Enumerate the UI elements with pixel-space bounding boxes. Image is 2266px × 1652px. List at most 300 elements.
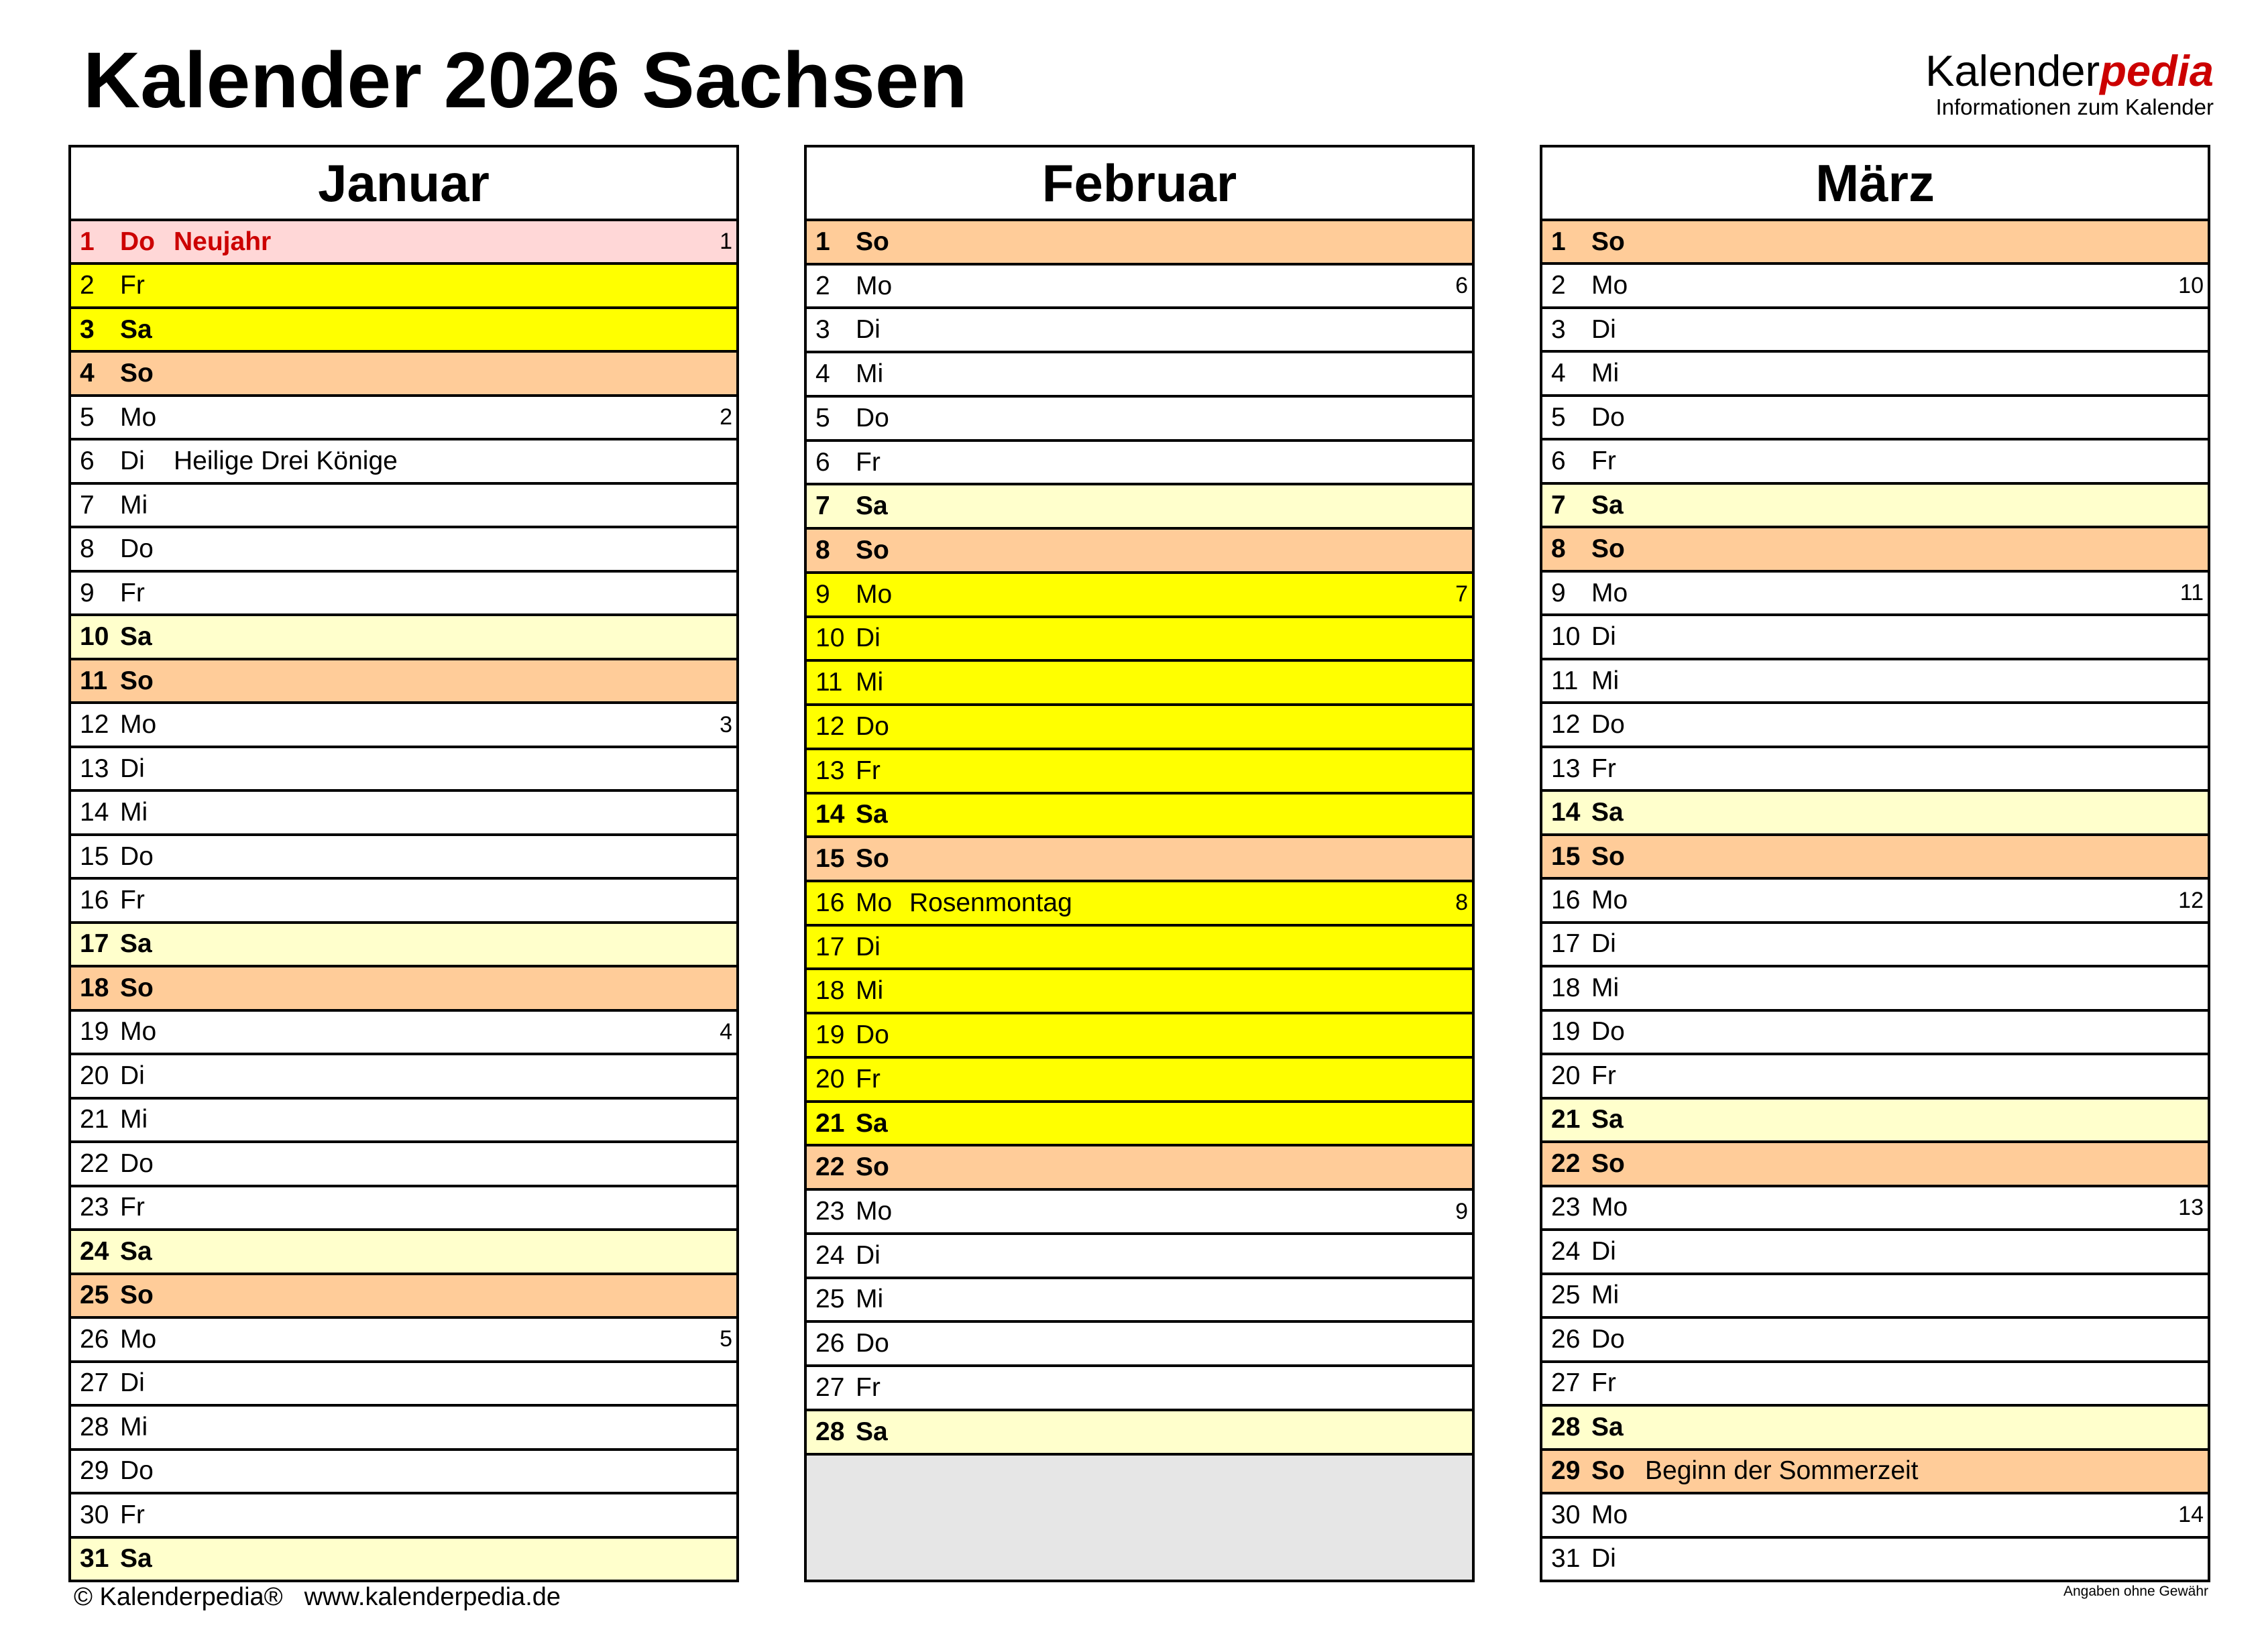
weekday: Fr: [120, 271, 145, 300]
day-number: 21: [80, 1105, 109, 1134]
month-column-februar: [804, 145, 1475, 1582]
weekday: So: [120, 973, 154, 1002]
week-number: 1: [720, 229, 732, 255]
month-column-januar: [68, 145, 739, 1582]
day-row[interactable]: [807, 1235, 1472, 1279]
day-row[interactable]: [71, 1231, 736, 1275]
week-number: 3: [720, 711, 732, 738]
weekday: So: [120, 359, 154, 388]
weekday: So: [856, 1153, 889, 1182]
day-row[interactable]: [71, 1012, 736, 1055]
week-number: 9: [1455, 1198, 1468, 1224]
weekday: Do: [856, 711, 889, 741]
weekday: So: [1591, 534, 1625, 564]
day-row[interactable]: [1542, 836, 2208, 880]
day-row[interactable]: [71, 397, 736, 440]
day-row[interactable]: [71, 353, 736, 396]
day-number: 11: [1551, 666, 1579, 695]
day-number: 12: [1551, 710, 1581, 740]
weekday: Mi: [1591, 1281, 1620, 1310]
day-number: 28: [815, 1417, 845, 1446]
weekday: Mi: [856, 976, 884, 1006]
weekday: Do: [1591, 710, 1625, 740]
weekday: Sa: [856, 1108, 888, 1138]
day-row[interactable]: [1542, 924, 2208, 967]
week-number: 6: [1455, 273, 1468, 299]
day-number: 1: [1551, 227, 1566, 256]
day-number: 21: [1551, 1105, 1581, 1134]
week-number: 10: [2178, 272, 2204, 298]
day-row[interactable]: [807, 970, 1472, 1014]
day-row[interactable]: [807, 1367, 1472, 1411]
week-number: 11: [2179, 580, 2204, 606]
weekday: Sa: [120, 1236, 152, 1266]
day-number: 11: [80, 666, 108, 695]
day-row[interactable]: [807, 838, 1472, 882]
day-number: 24: [815, 1240, 845, 1270]
day-row[interactable]: [71, 1187, 736, 1231]
footer-disclaimer: Angaben ohne Gewähr: [2063, 1584, 2208, 1599]
day-row[interactable]: [1542, 1143, 2208, 1187]
weekday: Mo: [1591, 1193, 1628, 1222]
day-number: 15: [815, 844, 845, 874]
day-row[interactable]: [71, 1539, 736, 1580]
day-number: 27: [80, 1368, 109, 1398]
footer-website-link[interactable]: www.kalenderpedia.de: [304, 1583, 561, 1611]
day-number: 1: [815, 227, 830, 256]
day-number: 7: [1551, 490, 1566, 520]
month-header: März: [1542, 148, 2208, 221]
day-number: 24: [80, 1236, 109, 1266]
weekday: So: [856, 227, 889, 256]
day-number: 27: [815, 1372, 845, 1402]
day-number: 2: [80, 271, 95, 300]
weekday: Fr: [1591, 1368, 1616, 1398]
day-number: 9: [1551, 578, 1566, 607]
weekday: Fr: [120, 1500, 145, 1529]
day-row[interactable]: [807, 618, 1472, 662]
day-number: 15: [80, 841, 109, 871]
day-row[interactable]: [71, 967, 736, 1011]
weekday: Fr: [1591, 447, 1616, 476]
day-row[interactable]: [807, 882, 1472, 927]
weekday: Di: [120, 1061, 145, 1090]
weekday: Di: [1591, 622, 1616, 652]
day-row[interactable]: [71, 704, 736, 748]
day-number: 27: [1551, 1368, 1581, 1398]
day-row[interactable]: [807, 750, 1472, 794]
day-number: 10: [80, 622, 109, 652]
day-number: 31: [1551, 1544, 1581, 1574]
day-row[interactable]: [71, 660, 736, 704]
weekday: Di: [1591, 1544, 1616, 1574]
day-number: 10: [815, 624, 845, 653]
day-number: 28: [80, 1412, 109, 1441]
weekday: So: [1591, 841, 1625, 871]
day-number: 24: [1551, 1236, 1581, 1266]
weekday: Mi: [856, 1285, 884, 1314]
day-row[interactable]: [807, 353, 1472, 398]
day-row[interactable]: [807, 1323, 1472, 1367]
day-row[interactable]: [71, 880, 736, 923]
weekday: Di: [120, 754, 145, 783]
day-number: 7: [815, 491, 830, 521]
day-number: 20: [80, 1061, 109, 1090]
weekday: Sa: [856, 800, 888, 829]
week-number: 14: [2178, 1502, 2204, 1528]
weekday: Di: [1591, 1236, 1616, 1266]
day-number: 16: [80, 886, 109, 914]
day-row[interactable]: [1542, 1187, 2208, 1231]
day-number: 5: [1551, 402, 1566, 432]
day-number: 29: [80, 1456, 109, 1486]
day-row[interactable]: [1542, 616, 2208, 660]
week-number: 2: [720, 404, 732, 430]
day-row[interactable]: [1542, 1319, 2208, 1362]
weekday: Mo: [856, 1197, 893, 1226]
day-row[interactable]: [71, 1055, 736, 1099]
weekday: Fr: [856, 447, 881, 477]
day-number: 25: [80, 1281, 109, 1310]
weekday: Di: [1591, 929, 1616, 959]
weekday: Mo: [120, 1324, 157, 1354]
weekday: Mo: [1591, 271, 1628, 300]
day-number: 29: [1551, 1456, 1581, 1486]
day-list: [71, 221, 736, 1580]
weekday: Do: [856, 1020, 889, 1050]
weekday: Do: [1591, 402, 1625, 432]
day-number: 15: [1551, 841, 1581, 871]
day-row[interactable]: [1542, 1012, 2208, 1055]
day-number: 13: [1551, 754, 1581, 783]
weekday: So: [1591, 227, 1625, 256]
weekday: Mo: [1591, 578, 1628, 607]
day-row[interactable]: [71, 440, 736, 484]
weekday: Di: [856, 1240, 881, 1270]
weekday: Fr: [120, 886, 145, 914]
day-number: 28: [1551, 1412, 1581, 1441]
day-number: 2: [1551, 271, 1566, 300]
day-row[interactable]: [1542, 1055, 2208, 1099]
day-number: 9: [815, 579, 830, 609]
day-row[interactable]: [71, 792, 736, 835]
day-row[interactable]: [1542, 265, 2208, 308]
day-row[interactable]: [71, 1319, 736, 1362]
weekday: Mi: [1591, 359, 1620, 388]
weekday: Di: [856, 932, 881, 961]
day-row[interactable]: [1542, 353, 2208, 396]
weekday: Fr: [120, 578, 145, 607]
day-row[interactable]: [807, 1146, 1472, 1191]
week-number: 5: [720, 1326, 732, 1352]
day-number: 6: [80, 447, 95, 476]
day-row[interactable]: [71, 1494, 736, 1538]
day-row[interactable]: [71, 1407, 736, 1450]
weekday: Sa: [1591, 490, 1624, 520]
day-row[interactable]: [807, 574, 1472, 618]
day-row[interactable]: [1542, 573, 2208, 616]
day-row[interactable]: [1542, 221, 2208, 265]
weekday: Mo: [856, 271, 893, 300]
day-number: 18: [1551, 973, 1581, 1002]
weekday: Mi: [120, 798, 148, 827]
day-list: [807, 221, 1472, 1580]
weekday: Do: [120, 534, 154, 564]
day-number: 19: [815, 1020, 845, 1050]
weekday: So: [1591, 1456, 1625, 1486]
weekday: Mo: [120, 402, 157, 432]
weekday: So: [120, 666, 154, 695]
day-row[interactable]: [807, 1103, 1472, 1147]
day-number: 16: [1551, 886, 1581, 914]
day-row[interactable]: [1542, 880, 2208, 923]
day-number: 1: [80, 227, 95, 256]
day-number: 7: [80, 490, 95, 520]
holiday-label: Heilige Drei Könige: [174, 447, 398, 476]
logo-brand-part2: pedia: [2100, 46, 2214, 95]
day-row[interactable]: [1542, 440, 2208, 484]
day-row[interactable]: [71, 1100, 736, 1143]
day-number: 6: [1551, 447, 1566, 476]
day-row[interactable]: [807, 442, 1472, 486]
day-number: 8: [80, 534, 95, 564]
day-number: 9: [80, 578, 95, 607]
weekday: So: [856, 844, 889, 874]
weekday: Do: [856, 1329, 889, 1358]
day-row[interactable]: [71, 748, 736, 792]
day-row[interactable]: [1542, 1363, 2208, 1407]
weekday: Mi: [120, 1412, 148, 1441]
day-row[interactable]: [807, 662, 1472, 706]
day-number: 23: [1551, 1193, 1581, 1222]
weekday: Fr: [856, 1372, 881, 1402]
day-row[interactable]: [71, 924, 736, 967]
day-row[interactable]: [807, 1014, 1472, 1059]
weekday: Fr: [856, 756, 881, 785]
weekday: Di: [120, 447, 145, 476]
day-row[interactable]: [807, 221, 1472, 266]
day-number: 19: [1551, 1017, 1581, 1047]
day-number: 30: [80, 1500, 109, 1529]
day-number: 31: [80, 1544, 109, 1574]
day-number: 23: [80, 1193, 109, 1222]
weekday: Di: [1591, 314, 1616, 344]
week-number: 4: [720, 1018, 732, 1045]
day-row[interactable]: [807, 794, 1472, 839]
day-number: 26: [1551, 1324, 1581, 1354]
day-row[interactable]: [1542, 397, 2208, 440]
day-row[interactable]: [1542, 1539, 2208, 1580]
day-number: 22: [1551, 1148, 1581, 1178]
day-number: 20: [815, 1064, 845, 1094]
page-title: Kalender 2026 Sachsen: [83, 36, 968, 125]
day-number: 17: [815, 932, 845, 961]
day-number: 4: [1551, 359, 1566, 388]
day-row[interactable]: [807, 1191, 1472, 1235]
weekday: Do: [1591, 1017, 1625, 1047]
day-number: 3: [815, 315, 830, 345]
holiday-label: Neujahr: [174, 227, 272, 256]
day-row[interactable]: [71, 1363, 736, 1407]
month-header: Januar: [71, 148, 736, 221]
weekday: Mi: [856, 359, 884, 389]
day-row[interactable]: [807, 927, 1472, 971]
holiday-label: Rosenmontag: [909, 888, 1072, 917]
weekday: Fr: [856, 1064, 881, 1094]
weekday: So: [856, 536, 889, 565]
logo-brand-part1: Kalender: [1925, 46, 2100, 95]
weekday: Mo: [856, 579, 893, 609]
day-number: 14: [815, 800, 845, 829]
day-row[interactable]: [807, 1059, 1472, 1103]
day-row[interactable]: [1542, 748, 2208, 792]
weekday: Sa: [120, 622, 152, 652]
day-number: 5: [80, 402, 95, 432]
weekday: Mo: [1591, 1500, 1628, 1529]
day-number: 2: [815, 271, 830, 300]
weekday: Mi: [120, 490, 148, 520]
weekday: Do: [856, 403, 889, 432]
month-header: Februar: [807, 148, 1472, 221]
day-number: 18: [815, 976, 845, 1006]
day-row[interactable]: [1542, 1231, 2208, 1275]
weekday: Mo: [120, 1017, 157, 1047]
day-number: 4: [80, 359, 95, 388]
weekday: So: [1591, 1148, 1625, 1178]
day-row[interactable]: [807, 1279, 1472, 1323]
day-number: 19: [80, 1017, 109, 1047]
day-row[interactable]: [1542, 1494, 2208, 1538]
day-number: 3: [1551, 314, 1566, 344]
month-column-maerz: [1540, 145, 2210, 1582]
weekday: Mi: [856, 668, 884, 697]
day-row[interactable]: [1542, 1407, 2208, 1450]
week-number: 13: [2178, 1194, 2204, 1220]
logo-wordmark: [1925, 47, 2214, 95]
day-number: 3: [80, 314, 95, 344]
day-row[interactable]: [71, 836, 736, 880]
weekday: Mo: [856, 888, 893, 917]
weekday: Do: [120, 1148, 154, 1178]
weekday: Fr: [1591, 754, 1616, 783]
weekday: Mo: [120, 710, 157, 740]
day-number: 25: [1551, 1281, 1581, 1310]
day-number: 26: [815, 1329, 845, 1358]
day-row[interactable]: [807, 1411, 1472, 1456]
day-number: 22: [815, 1153, 845, 1182]
weekday: Sa: [856, 491, 888, 521]
weekday: Sa: [120, 929, 152, 959]
day-number: 8: [1551, 534, 1566, 564]
weekday: Mi: [1591, 666, 1620, 695]
day-number: 8: [815, 536, 830, 565]
day-row[interactable]: [71, 1275, 736, 1319]
day-number: 13: [80, 754, 109, 783]
day-row[interactable]: [807, 530, 1472, 574]
day-row[interactable]: [1542, 1100, 2208, 1143]
day-number: 22: [80, 1148, 109, 1178]
weekday: Di: [856, 624, 881, 653]
day-row[interactable]: [807, 309, 1472, 353]
weekday: Sa: [1591, 1105, 1624, 1134]
day-row[interactable]: [807, 706, 1472, 750]
weekday: Sa: [120, 1544, 152, 1574]
day-number: 17: [80, 929, 109, 959]
weekday: So: [120, 1281, 154, 1310]
day-row[interactable]: [71, 309, 736, 353]
day-number: 16: [815, 888, 845, 917]
day-number: 30: [1551, 1500, 1581, 1529]
day-number: 10: [1551, 622, 1581, 652]
weekday: Mi: [120, 1105, 148, 1134]
footer-credits: [74, 1582, 561, 1612]
day-row[interactable]: [807, 485, 1472, 530]
day-row[interactable]: [1542, 309, 2208, 353]
day-row[interactable]: [71, 265, 736, 308]
weekday: Sa: [120, 314, 152, 344]
day-number: 25: [815, 1285, 845, 1314]
weekday: Sa: [1591, 1412, 1624, 1441]
day-row[interactable]: [1542, 792, 2208, 835]
weekday: Mo: [1591, 886, 1628, 914]
day-number: 12: [80, 710, 109, 740]
weekday: Do: [120, 841, 154, 871]
weekday: Di: [856, 315, 881, 345]
weekday: Fr: [1591, 1061, 1616, 1090]
logo-tagline: Informationen zum Kalender: [1935, 95, 2214, 119]
footer-copyright: © Kalenderpedia®: [74, 1583, 283, 1611]
day-row[interactable]: [807, 398, 1472, 442]
day-number: 13: [815, 756, 845, 785]
day-number: 17: [1551, 929, 1581, 959]
weekday: Sa: [1591, 798, 1624, 827]
weekday: Mi: [1591, 973, 1620, 1002]
day-row[interactable]: [807, 266, 1472, 310]
day-row[interactable]: [1542, 485, 2208, 528]
day-number: 18: [80, 973, 109, 1002]
day-row[interactable]: [71, 485, 736, 528]
day-number: 14: [1551, 798, 1581, 827]
day-row[interactable]: [71, 573, 736, 616]
day-number: 21: [815, 1108, 845, 1138]
weekday: Di: [120, 1368, 145, 1398]
day-row[interactable]: [1542, 660, 2208, 704]
weekday: Sa: [856, 1417, 888, 1446]
day-row[interactable]: [1542, 967, 2208, 1011]
day-row[interactable]: [1542, 1275, 2208, 1319]
weekday: Fr: [120, 1193, 145, 1222]
day-row[interactable]: [71, 1143, 736, 1187]
week-number: 8: [1455, 890, 1468, 916]
weekday: Do: [1591, 1324, 1625, 1354]
day-number: 23: [815, 1197, 845, 1226]
empty-days-filler: [807, 1456, 1472, 1580]
day-row[interactable]: [71, 221, 736, 265]
day-row[interactable]: [1542, 704, 2208, 748]
kalenderpedia-logo[interactable]: [1925, 47, 2214, 119]
day-number: 14: [80, 798, 109, 827]
day-row[interactable]: [71, 1451, 736, 1494]
day-number: 26: [80, 1324, 109, 1354]
day-number: 4: [815, 359, 830, 389]
day-number: 20: [1551, 1061, 1581, 1090]
day-row[interactable]: [71, 616, 736, 660]
day-number: 6: [815, 447, 830, 477]
day-row[interactable]: [1542, 528, 2208, 572]
day-row[interactable]: [1542, 1451, 2208, 1494]
day-row[interactable]: [71, 528, 736, 572]
day-number: 5: [815, 403, 830, 432]
